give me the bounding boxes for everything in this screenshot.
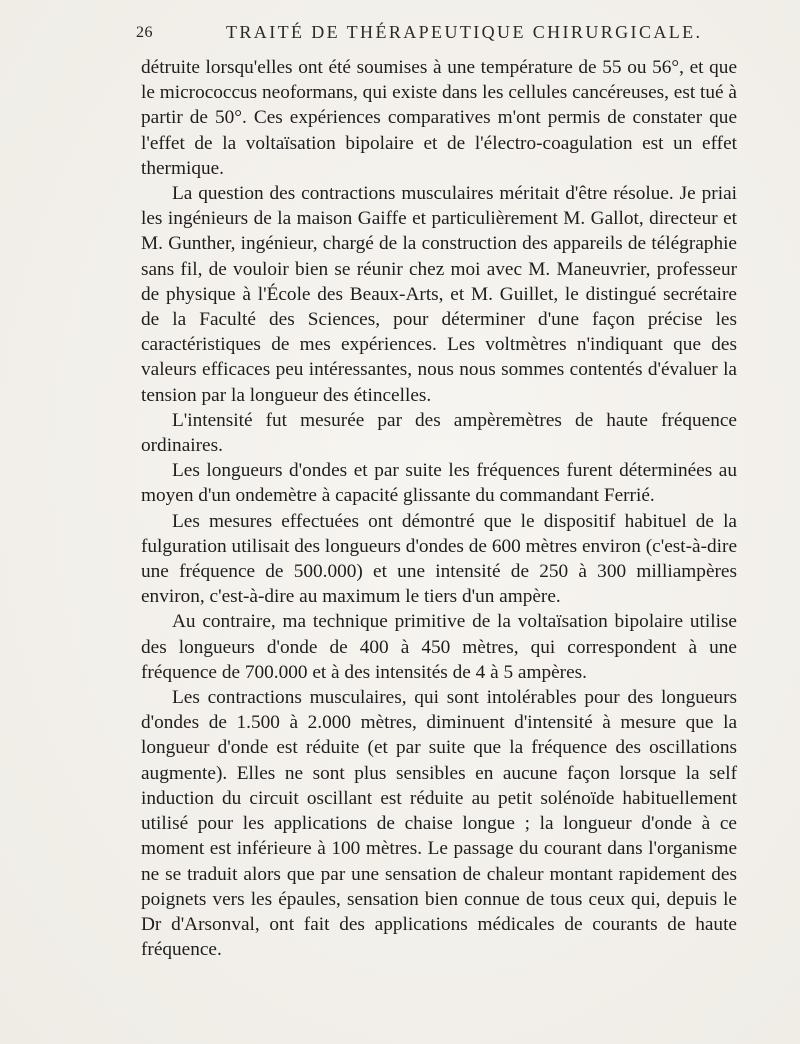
paragraph: Les mesures effectuées ont démontré que le dispositif habituel de la fulguration utilisait des longueurs d'ondes de 600 mètres environ (c'est-à-dire une fréquence de 500.000) et une intensité de 250 à 300 milliampères environ, c'est-à-dire au maximum le tiers d'un ampère.	[141, 510, 737, 608]
body-text	[141, 55, 737, 962]
paragraph: Les contractions musculaires, qui sont intolérables pour des longueurs d'ondes de 1.500 à 2.000 mètres, diminuent d'intensité à mesure que la longueur d'onde est réduite (et par suite que la fréquence des oscillations augmente). Elles ne sont plus sensibles en aucune façon lorsque la self induction du circuit oscillant est réduite au petit solénoïde habituellement utilisé pour les applications de chaise longue ; la longueur d'onde à ce moment est inférieure à 100 mètres. Le passage du courant dans l'organisme ne se traduit alors que par une sensation de chaleur montant rapidement des poignets vers les épaules, sensation bien connue de tous ceux qui, depuis le Dr d'Arsonval, ont fait des applications médicales de courants de haute fréquence.	[141, 687, 737, 961]
paragraph: La question des contractions musculaires méritait d'être résolue. Je priai les ingénieurs de la maison Gaiffe et particulièrement M. Gallot, directeur et M. Gunther, ingénieur, chargé de la construction des appareils de télégraphie sans fil, de vouloir bien se réunir chez moi avec M. Maneuvrier, professeur de physique à l'École des Beaux-Arts, et M. Guillet, le distingué secrétaire de la Faculté des Sciences, pour déterminer d'une façon précise les caractéristiques de mes expériences. Les voltmètres n'indiquant que des valeurs efficaces peu intéressantes, nous nous sommes contentés d'évaluer la tension par la longueur des étincelles.	[141, 183, 737, 406]
paragraph: Les longueurs d'ondes et par suite les fréquences furent déterminées au moyen d'un ondemètre à capacité glissante du commandant Ferrié.	[141, 460, 737, 507]
page-number: 26	[136, 24, 153, 41]
running-title: TRAITÉ DE THÉRAPEUTIQUE CHIRURGICALE.	[226, 22, 703, 42]
running-head	[136, 20, 736, 46]
paragraph: L'intensité fut mesurée par des ampèremètres de haute fréquence ordinaires.	[141, 409, 737, 457]
paragraph: Au contraire, ma technique primitive de la voltaïsation bipolaire utilise des longueurs d'onde de 400 à 450 mètres, qui correspondent à une fréquence de 700.000 et à des intensités de 4 à 5 ampères.	[141, 611, 737, 683]
paragraph-continued: détruite lorsqu'elles ont été soumises à une température de 55 ou 56°, et que le micrococcus neoformans, qui existe dans les cellules cancéreuses, est tué à partir de 50°. Ces expériences comparatives m'ont permis de constater que l'effet de la voltaïsation bipolaire et de l'électro-coagulation est un effet thermique.	[141, 57, 737, 179]
